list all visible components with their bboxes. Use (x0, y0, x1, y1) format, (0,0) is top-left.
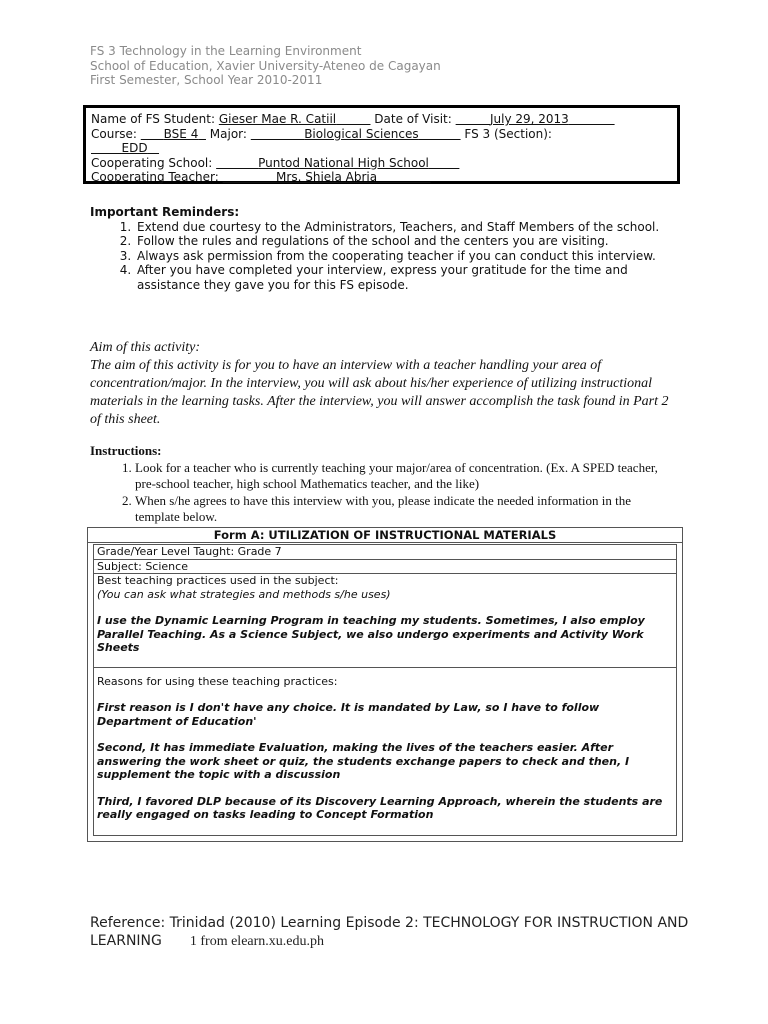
header-course-title: FS 3 Technology in the Learning Environment (90, 44, 362, 58)
footer-source: 1 from elearn.xu.edu.ph (189, 934, 324, 949)
reason-2: Second, It has immediate Evaluation, making the lives of the teachers easier. After answering the work sheet or quiz, the students exchange papers to check and then, I supplement the topic with a discussion (97, 741, 630, 781)
info-row-section (91, 141, 671, 156)
header-school: School of Education, Xavier University-Ateneo de Cagayan (90, 58, 441, 73)
form-a-table (87, 527, 683, 842)
reason-3: Third, I favored DLP because of its Discovery Learning Approach, wherein the students are really engaged on tasks leading to Concept Formation (97, 794, 663, 821)
subject-row (93, 560, 677, 575)
course-value: BSE 4 (163, 126, 199, 141)
section-value: EDD (121, 141, 148, 155)
info-row-teacher (91, 170, 671, 185)
section-label: FS 3 (Section): (464, 126, 552, 141)
info-row-course (91, 127, 671, 142)
name-value: Gieser Mae R. Catiil (218, 112, 337, 126)
list-item: 2. When s/he agrees to have this interview with you, please indicate the needed information in the template below. (135, 493, 675, 526)
aim-text: The aim of this activity is for you to have an interview with a teacher handling your area of concentration/major. In the interview, you will ask about his/her experience of utilizing instructional materials in the learning tasks. After the interview, you will answer accomplish the task found in Part 2 of this sheet. (90, 358, 669, 427)
course-label: Course: (91, 126, 137, 141)
grade-row (93, 544, 677, 560)
aim-title: Aim of this activity: (90, 340, 201, 355)
practices-label: Best teaching practices used in the subject: (97, 574, 339, 587)
reasons-label: Reasons for using these teaching practices: (97, 674, 338, 688)
practices-answer: I use the Dynamic Learning Program in teaching my students. Sometimes, I also employ Parallel Teaching. As a Science Subject, we also undergo experiments and Activity Work Sheets (97, 614, 645, 654)
list-item: 1. Look for a teacher who is currently teaching your major/area of concentration. (Ex. A SPED teacher, pre-school teacher, high school Mathematics teacher, and the like) (135, 460, 675, 493)
page-footer (90, 914, 690, 951)
date-label: Date of Visit: (374, 112, 452, 126)
major-label: Major: (209, 126, 247, 141)
document-header (90, 44, 441, 88)
reminders-title: Important Reminders: (90, 205, 240, 219)
practices-row (93, 574, 677, 668)
subject-text: Subject: Science (97, 559, 188, 573)
list-item: 1. Extend due courtesy to the Administrators, Teachers, and Staff Members of the school. (135, 220, 670, 235)
important-reminders (90, 205, 670, 292)
info-row-name (91, 112, 671, 127)
school-value: Puntod National High School (258, 155, 429, 170)
teacher-label: Cooperating Teacher: (91, 170, 219, 184)
date-value: July 29, 2013 (489, 112, 569, 126)
student-info-box (83, 105, 680, 184)
form-title: Form A: UTILIZATION OF INSTRUCTIONAL MATERIALS (88, 528, 682, 543)
teacher-value: Mrs. Shiela Abria (276, 170, 378, 184)
footer-reference: Reference: Trinidad (2010) Learning Episode 2: TECHNOLOGY FOR INSTRUCTION AND LEARNING (90, 915, 689, 949)
list-item: 2. Follow the rules and regulations of the school and the centers you are visiting. (135, 234, 670, 249)
list-item: 3. Always ask permission from the cooperating teacher if you can conduct this interview. (135, 249, 670, 264)
major-value: Biological Sciences (304, 126, 419, 141)
reasons-row (93, 668, 677, 836)
grade-text: Grade/Year Level Taught: Grade 7 (97, 545, 282, 558)
aim-section (90, 339, 680, 429)
instructions-title: Instructions: (90, 443, 162, 458)
instructions-section (90, 443, 675, 526)
school-label: Cooperating School: (91, 155, 213, 170)
info-row-school (91, 156, 671, 171)
practices-hint: (You can ask what strategies and methods s/he uses) (97, 587, 391, 601)
list-item: 4. After you have completed your interview, express your gratitude for the time and assistance they gave you for this FS episode. (135, 263, 670, 292)
reminders-list (90, 220, 670, 293)
instructions-list (90, 460, 675, 526)
name-label: Name of FS Student: (91, 112, 216, 126)
reason-1: First reason is I don't have any choice. It is mandated by Law, so I have to follow Department of Education' (97, 701, 600, 728)
header-semester: First Semester, School Year 2010-2011 (90, 73, 323, 87)
